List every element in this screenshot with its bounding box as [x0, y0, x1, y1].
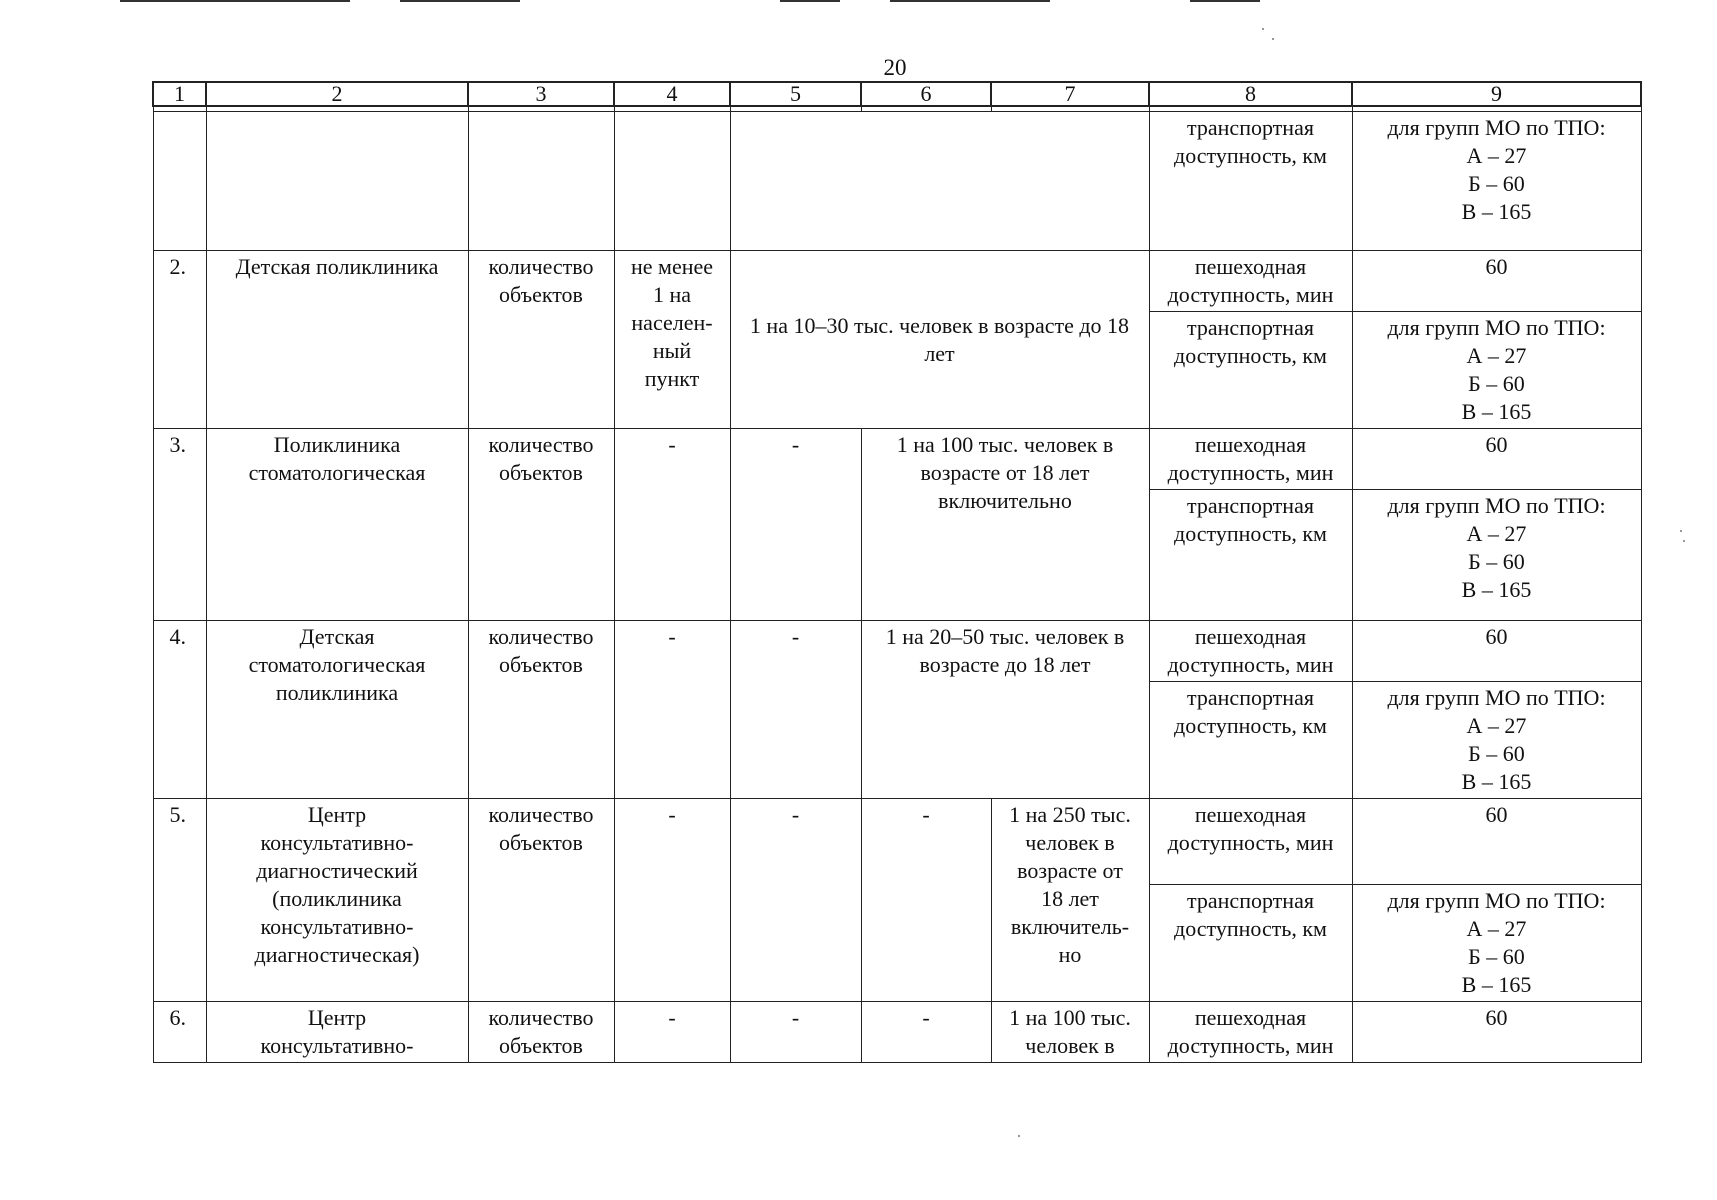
scan-speck	[1272, 38, 1274, 40]
norm-col-5: -	[730, 1002, 861, 1063]
norm-col-4: -	[614, 621, 730, 799]
accessibility-type: пешеходная доступность, мин	[1149, 1002, 1352, 1063]
object-name: Детская стоматологическая поликлиника	[206, 621, 468, 799]
accessibility-value: 60	[1352, 1002, 1641, 1063]
accessibility-type: транспортная доступность, км	[1149, 682, 1352, 799]
accessibility-type: пешеходная доступность, мин	[1149, 429, 1352, 490]
norm-col-7: 1 на 100 тыс. человек в	[991, 1002, 1149, 1063]
row-number: 2.	[153, 251, 206, 429]
top-edge-line	[400, 0, 520, 2]
accessibility-type: транспортная доступность, км	[1149, 312, 1352, 429]
top-edge-line	[780, 0, 840, 2]
indicator: количество объектов	[468, 799, 614, 1002]
row-number: 4.	[153, 621, 206, 799]
norm-col-4	[614, 112, 730, 251]
row-number: 3.	[153, 429, 206, 621]
scan-speck	[1262, 28, 1264, 30]
table-row	[153, 112, 1641, 251]
accessibility-value: для групп МО по ТПО: А – 27 Б – 60 В – 165	[1352, 490, 1641, 621]
col-header: 6	[861, 82, 991, 106]
header-row	[153, 82, 1641, 106]
scan-speck	[1018, 1135, 1020, 1137]
accessibility-value: для групп МО по ТПО: А – 27 Б – 60 В – 165	[1352, 885, 1641, 1002]
norms-table	[152, 81, 1642, 1063]
indicator	[468, 112, 614, 251]
row-number: 6.	[153, 1002, 206, 1063]
row-number	[153, 112, 206, 251]
table-row	[153, 621, 1641, 682]
norm-col-4: -	[614, 1002, 730, 1063]
col-header: 1	[153, 82, 206, 106]
top-edge-line	[890, 0, 1050, 2]
norm-col-6-7: 1 на 20–50 тыс. человек в возрасте до 18 лет	[861, 621, 1149, 799]
norm-col-4: не менее 1 на населен- ный пункт	[614, 251, 730, 429]
object-name: Центр консультативно- диагностический (поликлиника консультативно- диагностическая)	[206, 799, 468, 1002]
norm-col-5: -	[730, 799, 861, 1002]
top-edge-line	[120, 0, 350, 2]
page-number: 20	[883, 55, 907, 80]
norm-col-7: 1 на 250 тыс. человек в возрасте от 18 лет включитель- но	[991, 799, 1149, 1002]
indicator: количество объектов	[468, 621, 614, 799]
top-edge-line	[1190, 0, 1260, 2]
object-name: Центр консультативно-	[206, 1002, 468, 1063]
accessibility-value: для групп МО по ТПО: А – 27 Б – 60 В – 165	[1352, 112, 1641, 251]
norm-col-6-7: 1 на 100 тыс. человек в возрасте от 18 лет включительно	[861, 429, 1149, 621]
norm-col-5-7	[730, 112, 1149, 251]
norm-col-5: -	[730, 429, 861, 621]
accessibility-type: пешеходная доступность, мин	[1149, 621, 1352, 682]
col-header: 2	[206, 82, 468, 106]
object-name: Поликлиника стоматологическая	[206, 429, 468, 621]
accessibility-value: для групп МО по ТПО: А – 27 Б – 60 В – 165	[1352, 312, 1641, 429]
accessibility-type: транспортная доступность, км	[1149, 490, 1352, 621]
table-row	[153, 799, 1641, 885]
accessibility-type: пешеходная доступность, мин	[1149, 799, 1352, 885]
norm-col-5-7: 1 на 10–30 тыс. человек в возрасте до 18 лет	[730, 251, 1149, 429]
norm-col-4: -	[614, 799, 730, 1002]
col-header: 3	[468, 82, 614, 106]
norm-col-6: -	[861, 799, 991, 1002]
norm-col-6: -	[861, 1002, 991, 1063]
norm-col-5: -	[730, 621, 861, 799]
table-row	[153, 251, 1641, 312]
indicator: количество объектов	[468, 251, 614, 429]
indicator: количество объектов	[468, 1002, 614, 1063]
col-header: 7	[991, 82, 1149, 106]
col-header: 4	[614, 82, 730, 106]
norm-col-4: -	[614, 429, 730, 621]
scan-speck	[1680, 530, 1682, 532]
accessibility-value: 60	[1352, 799, 1641, 885]
accessibility-type: пешеходная доступность, мин	[1149, 251, 1352, 312]
accessibility-value: для групп МО по ТПО: А – 27 Б – 60 В – 165	[1352, 682, 1641, 799]
accessibility-value: 60	[1352, 251, 1641, 312]
object-name: Детская поликлиника	[206, 251, 468, 429]
accessibility-type: транспортная доступность, км	[1149, 885, 1352, 1002]
accessibility-value: 60	[1352, 429, 1641, 490]
table-row	[153, 1002, 1641, 1063]
col-header: 8	[1149, 82, 1352, 106]
col-header: 5	[730, 82, 861, 106]
indicator: количество объектов	[468, 429, 614, 621]
accessibility-type: транспортная доступность, км	[1149, 112, 1352, 251]
row-number: 5.	[153, 799, 206, 1002]
accessibility-value: 60	[1352, 621, 1641, 682]
scan-speck	[1683, 540, 1685, 542]
col-header: 9	[1352, 82, 1641, 106]
table-row	[153, 429, 1641, 490]
object-name	[206, 112, 468, 251]
